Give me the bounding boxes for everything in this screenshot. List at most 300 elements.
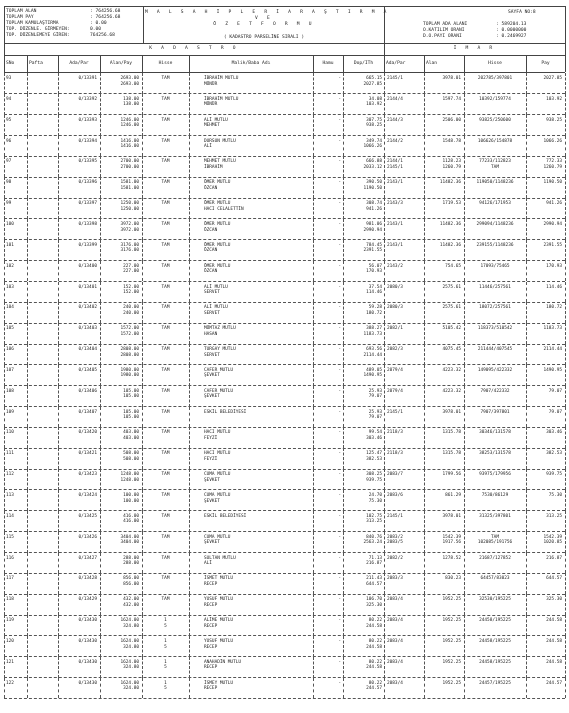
column-rule bbox=[100, 55, 101, 72]
row-hisse: TAM bbox=[161, 76, 170, 81]
row-malik: RECEP bbox=[204, 665, 218, 671]
row-alan-pay: 1980.00 bbox=[120, 373, 139, 379]
row-malik: ŞEVKET bbox=[204, 373, 220, 379]
summary-value: 764256.68 bbox=[90, 33, 115, 38]
row-imar-ada-par: 2143/2 bbox=[387, 263, 403, 269]
row-hisse: TAM bbox=[161, 180, 170, 186]
row-hamu-dash: - bbox=[338, 430, 341, 436]
row-dop-ith: 2990.94 bbox=[363, 227, 382, 233]
row-ada-par: 0/13394 bbox=[78, 138, 97, 144]
row-malik: İBRAHİM MUTLU bbox=[204, 96, 239, 102]
row-hisse: TAM bbox=[161, 555, 170, 561]
row-rule bbox=[189, 427, 190, 448]
row-imar-hisse: 32530/195225 bbox=[479, 597, 511, 603]
row-imar-ada-par: 2118/3 bbox=[387, 451, 403, 457]
row-alan-pay: 1980.00 bbox=[120, 367, 139, 373]
table-row bbox=[0, 323, 566, 344]
row-imar-ada-par: 2118/3 bbox=[387, 430, 403, 436]
row-rule bbox=[27, 177, 28, 198]
row-rule bbox=[189, 282, 190, 303]
column-header: Ada/Par bbox=[69, 61, 89, 66]
row-alan-pay: 152.00 bbox=[123, 290, 139, 296]
row-rule bbox=[384, 219, 385, 240]
row-rule bbox=[384, 365, 385, 386]
row-dop-ith: 981.06 bbox=[366, 221, 382, 227]
row-malik: RECEP bbox=[204, 644, 218, 650]
row-rule bbox=[565, 594, 566, 615]
row-ada-par: 0/13405 bbox=[78, 367, 97, 373]
row-sno: 107 bbox=[6, 367, 14, 373]
row-rule bbox=[27, 636, 28, 657]
row-pay: 325.30 bbox=[546, 597, 562, 603]
row-rule bbox=[4, 448, 5, 469]
row-dop-ith: 106.70 bbox=[366, 597, 382, 603]
table-row bbox=[0, 386, 566, 407]
header-divider-1 bbox=[143, 6, 144, 43]
row-sno: 101 bbox=[6, 242, 14, 248]
section-imar: İ M A R bbox=[453, 46, 496, 51]
row-rule bbox=[27, 678, 28, 699]
row-hisse: TAM bbox=[161, 576, 170, 582]
row-imar-ada-par: 2143/1 bbox=[387, 221, 403, 227]
row-alan-pay: 856.00 bbox=[123, 581, 139, 587]
column-rule bbox=[464, 55, 465, 72]
row-dop-ith: 308.25 bbox=[366, 472, 382, 478]
table-row bbox=[0, 532, 566, 553]
column-header: Malik/Baba Adı bbox=[231, 61, 271, 66]
row-imar-hisse: 11446/257561 bbox=[479, 284, 511, 290]
row-rule bbox=[4, 490, 5, 511]
row-malik: HASAN bbox=[204, 331, 218, 337]
column-rule bbox=[384, 55, 385, 72]
row-dop-ith: 1066.26 bbox=[363, 144, 382, 150]
row-rule bbox=[384, 532, 385, 553]
row-malik: SERVET bbox=[204, 352, 220, 358]
row-hamu-dash: - bbox=[338, 576, 341, 582]
row-imar-ada-par: 2145/1 bbox=[387, 76, 403, 81]
row-imar-alan: 3978.01 bbox=[442, 76, 461, 81]
row-alan-pay: 2693.00 bbox=[120, 81, 139, 87]
row-dop-ith: 939.75 bbox=[366, 477, 382, 483]
row-rule bbox=[27, 365, 28, 386]
row-hisse: TAM bbox=[161, 597, 170, 603]
row-malik: MÜNÜR bbox=[204, 102, 218, 108]
row-rule bbox=[384, 198, 385, 219]
row-pay: 939.75 bbox=[546, 472, 562, 478]
row-rule bbox=[565, 427, 566, 448]
row-imar-alan: 1952.25 bbox=[442, 638, 461, 644]
row-rule bbox=[27, 490, 28, 511]
row-hamu-dash: - bbox=[338, 618, 341, 624]
column-rule bbox=[189, 55, 190, 72]
row-rule bbox=[4, 261, 5, 282]
row-imar-hisse: 24457/195225 bbox=[479, 680, 511, 686]
row-ada-par: 0/13420 bbox=[78, 430, 97, 436]
header-right-border bbox=[565, 6, 566, 43]
row-sno: 110 bbox=[6, 430, 14, 436]
row-pay: 1490.95 bbox=[543, 367, 562, 373]
row-rule bbox=[27, 427, 28, 448]
row-hamu-dash: - bbox=[338, 326, 341, 332]
row-dop-ith: 307.75 bbox=[366, 117, 382, 123]
row-rule bbox=[189, 490, 190, 511]
row-hamu-dash: - bbox=[338, 472, 341, 478]
row-dop-ith: 79.07 bbox=[368, 415, 382, 421]
row-pay: 1260.79 bbox=[543, 164, 562, 170]
row-alan-pay: 508.00 bbox=[123, 456, 139, 462]
row-hamu-dash: - bbox=[338, 409, 341, 415]
row-rule bbox=[384, 323, 385, 344]
column-header: Alan bbox=[426, 61, 438, 66]
row-rule bbox=[565, 365, 566, 386]
row-rule bbox=[27, 511, 28, 532]
row-ada-par: 0/13407 bbox=[78, 409, 97, 415]
row-dop-ith: 2391.55 bbox=[363, 248, 382, 254]
row-imar-alan: 4223.32 bbox=[442, 367, 461, 373]
row-imar-ada-par: 2083/4 bbox=[387, 618, 403, 624]
row-rule bbox=[27, 156, 28, 177]
row-rule bbox=[4, 302, 5, 323]
row-hisse: 5 bbox=[164, 644, 167, 650]
section-right-border bbox=[565, 43, 566, 55]
row-ada-par: 0/13421 bbox=[78, 451, 97, 457]
row-sno: 122 bbox=[6, 680, 14, 686]
summary-label: TOP. DÜZENLEMEYE GİREN: bbox=[6, 33, 70, 38]
row-imar-alan: 1315.78 bbox=[442, 451, 461, 457]
row-alan-pay: 2808.00 bbox=[120, 347, 139, 353]
row-rule bbox=[384, 553, 385, 574]
row-hamu-dash: - bbox=[338, 388, 341, 394]
row-alan-pay: 403.00 bbox=[123, 430, 139, 436]
row-rule bbox=[565, 219, 566, 240]
table-row bbox=[0, 282, 566, 303]
row-pay: 114.46 bbox=[546, 284, 562, 290]
row-rule bbox=[27, 386, 28, 407]
row-alan-pay: 227.00 bbox=[123, 263, 139, 269]
header-left-border bbox=[4, 6, 5, 43]
row-sno: 100 bbox=[6, 221, 14, 227]
row-dop-ith: 75.30 bbox=[368, 498, 382, 504]
row-imar-ada-par: 2082/3 bbox=[387, 347, 403, 353]
row-imar-hisse: 64457/83023 bbox=[480, 576, 510, 582]
row-imar-hisse: 149095/422332 bbox=[477, 367, 513, 373]
summary-value: : 0.2469927 bbox=[496, 34, 527, 39]
row-rule bbox=[4, 240, 5, 261]
row-ada-par: 0/13392 bbox=[78, 96, 97, 102]
row-hisse: TAM bbox=[161, 305, 170, 311]
row-alan-pay: 3972.00 bbox=[120, 221, 139, 227]
row-dop-ith: 80.22 bbox=[368, 638, 382, 644]
column-header: Alan/Pay bbox=[109, 61, 133, 66]
row-hisse: TAM bbox=[161, 159, 170, 165]
row-rule bbox=[565, 240, 566, 261]
row-ada-par: 0/13428 bbox=[78, 576, 97, 582]
row-hamu-dash: - bbox=[338, 534, 341, 540]
row-separator bbox=[4, 698, 565, 699]
column-rule bbox=[343, 55, 344, 72]
row-rule bbox=[189, 323, 190, 344]
row-imar-alan: 4075.45 bbox=[442, 347, 461, 353]
row-imar-alan: 1952.25 bbox=[442, 680, 461, 686]
row-dop-ith: 80.22 bbox=[368, 680, 382, 686]
row-ada-par: 0/13430 bbox=[78, 680, 97, 686]
row-alan-pay: 3972.00 bbox=[120, 227, 139, 233]
row-rule bbox=[384, 657, 385, 678]
row-imar-hisse: 24458/195225 bbox=[479, 638, 511, 644]
row-dop-ith: 79.07 bbox=[368, 394, 382, 400]
row-pay: 313.25 bbox=[546, 513, 562, 519]
row-malik: ANAHADİN MUTLU bbox=[204, 659, 242, 665]
row-rule bbox=[27, 448, 28, 469]
row-alan-pay: 3404.00 bbox=[120, 540, 139, 546]
row-rule bbox=[384, 469, 385, 490]
row-rule bbox=[4, 678, 5, 699]
row-alan-pay: 105.00 bbox=[123, 409, 139, 415]
row-pay: 79.07 bbox=[548, 388, 562, 394]
section-kadastro: K A D A S T R O bbox=[149, 46, 239, 51]
row-malik: RECEP bbox=[204, 602, 218, 608]
row-pay: 103.92 bbox=[546, 96, 562, 102]
row-imar-ada-par: 2083/6 bbox=[387, 493, 403, 498]
row-hamu-dash: - bbox=[338, 221, 341, 227]
row-rule bbox=[565, 532, 566, 553]
row-ada-par: 0/13430 bbox=[78, 659, 97, 665]
row-imar-hisse: 31325/397801 bbox=[479, 513, 511, 519]
row-rule bbox=[189, 156, 190, 177]
row-hamu-dash: - bbox=[338, 138, 341, 144]
row-pay: 772.33 bbox=[546, 159, 562, 165]
row-rule bbox=[4, 657, 5, 678]
row-imar-ada-par: 2083/2 bbox=[387, 534, 403, 540]
row-alan-pay: 1572.00 bbox=[120, 331, 139, 337]
table-row bbox=[0, 553, 566, 574]
row-alan-pay: 416.00 bbox=[123, 513, 139, 519]
row-malik: İSMEY MUTLU bbox=[204, 680, 234, 686]
row-dop-ith: 80.22 bbox=[368, 659, 382, 665]
row-alan-pay: 2808.00 bbox=[120, 352, 139, 358]
row-rule bbox=[565, 448, 566, 469]
row-rule bbox=[565, 490, 566, 511]
row-imar-hisse: 211444/407545 bbox=[477, 347, 513, 353]
row-ada-par: 0/13429 bbox=[78, 597, 97, 603]
row-alan-pay: 1248.00 bbox=[120, 472, 139, 478]
row-hisse: TAM bbox=[161, 493, 170, 498]
row-sno: 120 bbox=[6, 638, 14, 644]
row-rule bbox=[4, 94, 5, 115]
row-alan-pay: 416.00 bbox=[123, 519, 139, 525]
row-malik: HACI MUTLU bbox=[204, 430, 231, 436]
row-ada-par: 0/13403 bbox=[78, 326, 97, 332]
row-imar-hisse: 24458/195225 bbox=[479, 659, 511, 665]
row-rule bbox=[565, 323, 566, 344]
row-hisse: TAM bbox=[161, 221, 170, 227]
row-dop-ith: 840.76 bbox=[366, 534, 382, 540]
row-alan-pay: 100.00 bbox=[123, 493, 139, 498]
row-alan-pay: 324.80 bbox=[123, 686, 139, 692]
row-malik: YUSUF MUTLU bbox=[204, 638, 234, 644]
row-alan-pay: 1624.00 bbox=[120, 680, 139, 686]
row-dop-ith: 644.57 bbox=[366, 581, 382, 587]
row-alan-pay: 240.00 bbox=[123, 305, 139, 311]
row-imar-hisse: TAM bbox=[491, 534, 499, 540]
row-pay: 244.58 bbox=[546, 618, 562, 624]
row-rule bbox=[4, 573, 5, 594]
row-sno: 105 bbox=[6, 326, 14, 332]
row-imar-alan: 4223.32 bbox=[442, 388, 461, 394]
row-hisse: TAM bbox=[161, 263, 170, 269]
table-row bbox=[0, 219, 566, 240]
row-rule bbox=[189, 553, 190, 574]
row-rule bbox=[384, 73, 385, 94]
row-dop-ith: 80.22 bbox=[368, 618, 382, 624]
row-sno: 108 bbox=[6, 388, 14, 394]
row-rule bbox=[27, 615, 28, 636]
row-dop-ith: 313.25 bbox=[366, 519, 382, 525]
row-malik: İBRAHİM bbox=[204, 164, 223, 170]
row-alan-pay: 3404.00 bbox=[120, 534, 139, 540]
row-alan-pay: 3176.00 bbox=[120, 248, 139, 254]
row-rule bbox=[189, 344, 190, 365]
row-pay: 244.58 bbox=[546, 638, 562, 644]
table-row bbox=[0, 469, 566, 490]
table-row bbox=[0, 136, 566, 157]
row-dop-ith: 34.08 bbox=[368, 96, 382, 102]
row-imar-hisse: 202785/397801 bbox=[477, 76, 513, 81]
column-header: Hisse bbox=[158, 61, 173, 66]
row-rule bbox=[4, 73, 5, 94]
table-row bbox=[0, 511, 566, 532]
row-ada-par: 0/13426 bbox=[78, 534, 97, 540]
row-rule bbox=[189, 594, 190, 615]
row-rule bbox=[384, 115, 385, 136]
row-pay: 2391.55 bbox=[543, 242, 562, 248]
row-sno: 94 bbox=[6, 96, 12, 102]
row-imar-alan: 1315.78 bbox=[442, 430, 461, 436]
row-imar-alan: 1542.39 bbox=[442, 534, 461, 540]
row-dop-ith: 180.72 bbox=[366, 310, 382, 316]
report-subtitle: Ö Z E T F O R M U bbox=[213, 22, 315, 27]
column-header: SNo bbox=[6, 61, 15, 66]
row-imar-ada-par: 2083/4 bbox=[387, 680, 403, 686]
row-sno: 98 bbox=[6, 180, 12, 186]
row-hamu-dash: - bbox=[338, 493, 341, 498]
row-malik: İBRAHİM MUTLU bbox=[204, 76, 239, 81]
row-ada-par: 0/13401 bbox=[78, 284, 97, 290]
table-row bbox=[0, 344, 566, 365]
row-hamu-dash: - bbox=[338, 451, 341, 457]
row-rule bbox=[4, 198, 5, 219]
row-imar-hisse: 239155/1148236 bbox=[476, 242, 514, 248]
row-imar-alan: 1597.74 bbox=[442, 96, 461, 102]
row-dop-ith: 2114.44 bbox=[363, 352, 382, 358]
row-dop-ith: 56.07 bbox=[368, 263, 382, 269]
row-dop-ith: 103.92 bbox=[366, 102, 382, 108]
row-pay: 1066.26 bbox=[543, 138, 562, 144]
row-pay: 303.46 bbox=[546, 430, 562, 436]
row-rule bbox=[27, 532, 28, 553]
row-imar-hisse: 93825/250600 bbox=[479, 117, 511, 123]
table-row bbox=[0, 636, 566, 657]
row-dop-ith: 941.26 bbox=[366, 206, 382, 212]
row-sno: 112 bbox=[6, 472, 14, 478]
summary-label: O.KATILIM ORANI bbox=[423, 28, 465, 33]
row-rule bbox=[565, 177, 566, 198]
row-rule bbox=[4, 282, 5, 303]
row-rule bbox=[384, 636, 385, 657]
row-rule bbox=[189, 115, 190, 136]
row-dop-ith: 666.88 bbox=[366, 159, 382, 165]
row-imar-ada-par: 2083/5 bbox=[387, 540, 403, 546]
row-imar-hisse: 30346/131578 bbox=[479, 430, 511, 436]
row-dop-ith: 244.58 bbox=[366, 665, 382, 671]
row-hisse: TAM bbox=[161, 430, 170, 436]
row-imar-hisse: 7907/422332 bbox=[480, 388, 510, 394]
row-dop-ith: 2027.85 bbox=[363, 81, 382, 87]
row-ada-par: 0/13423 bbox=[78, 472, 97, 478]
row-rule bbox=[189, 365, 190, 386]
row-rule bbox=[384, 448, 385, 469]
row-alan-pay: 1246.00 bbox=[120, 123, 139, 129]
row-dop-ith: 665.15 bbox=[366, 76, 382, 81]
row-alan-pay: 432.00 bbox=[123, 602, 139, 608]
row-alan-pay: 288.00 bbox=[123, 561, 139, 567]
page-number: SAYFA NO:8 bbox=[508, 10, 536, 15]
row-imar-hisse: 24458/195225 bbox=[479, 618, 511, 624]
row-alan-pay: 138.00 bbox=[123, 96, 139, 102]
row-sno: 95 bbox=[6, 117, 12, 123]
row-rule bbox=[27, 198, 28, 219]
row-imar-alan: 1952.25 bbox=[442, 618, 461, 624]
row-imar-alan: 1952.25 bbox=[442, 659, 461, 665]
row-imar-hisse: 7907/397801 bbox=[480, 409, 510, 415]
row-sno: 99 bbox=[6, 201, 12, 207]
row-ada-par: 0/13393 bbox=[78, 117, 97, 123]
row-dop-ith: 2563.24 bbox=[363, 540, 382, 546]
column-rule bbox=[526, 55, 527, 72]
row-imar-hisse: TAM bbox=[491, 164, 499, 170]
row-hisse: TAM bbox=[161, 138, 170, 144]
row-ada-par: 0/13430 bbox=[78, 618, 97, 624]
row-malik: HACI MUTLU bbox=[204, 451, 231, 457]
row-rule bbox=[4, 407, 5, 428]
row-rule bbox=[565, 198, 566, 219]
row-imar-hisse: 118373/510542 bbox=[477, 326, 513, 332]
row-rule bbox=[189, 198, 190, 219]
summary-label: TOPLAM ALAN bbox=[6, 9, 37, 14]
row-malik: ÖZCAN bbox=[204, 227, 218, 233]
row-rule bbox=[384, 678, 385, 699]
row-malik: SULTAN MUTLU bbox=[204, 555, 236, 561]
table-row bbox=[0, 573, 566, 594]
row-imar-ada-par: 2083/3 bbox=[387, 576, 403, 582]
row-imar-ada-par: 2079/4 bbox=[387, 367, 403, 373]
row-rule bbox=[27, 344, 28, 365]
row-rule bbox=[384, 407, 385, 428]
row-dop-ith: 71.13 bbox=[368, 555, 382, 561]
row-imar-alan: 1278.52 bbox=[442, 555, 461, 561]
row-alan-pay: 1624.00 bbox=[120, 638, 139, 644]
row-imar-alan: 3978.01 bbox=[442, 409, 461, 415]
column-rule bbox=[58, 55, 59, 72]
row-malik: ÖMER MUTLU bbox=[204, 242, 231, 248]
summary-value: : 589204.13 bbox=[496, 22, 527, 27]
row-pay: 1020.85 bbox=[543, 540, 562, 546]
row-sno: 103 bbox=[6, 284, 14, 290]
row-rule bbox=[4, 427, 5, 448]
row-rule bbox=[27, 657, 28, 678]
row-rule bbox=[4, 532, 5, 553]
row-ada-par: 0/13425 bbox=[78, 513, 97, 519]
